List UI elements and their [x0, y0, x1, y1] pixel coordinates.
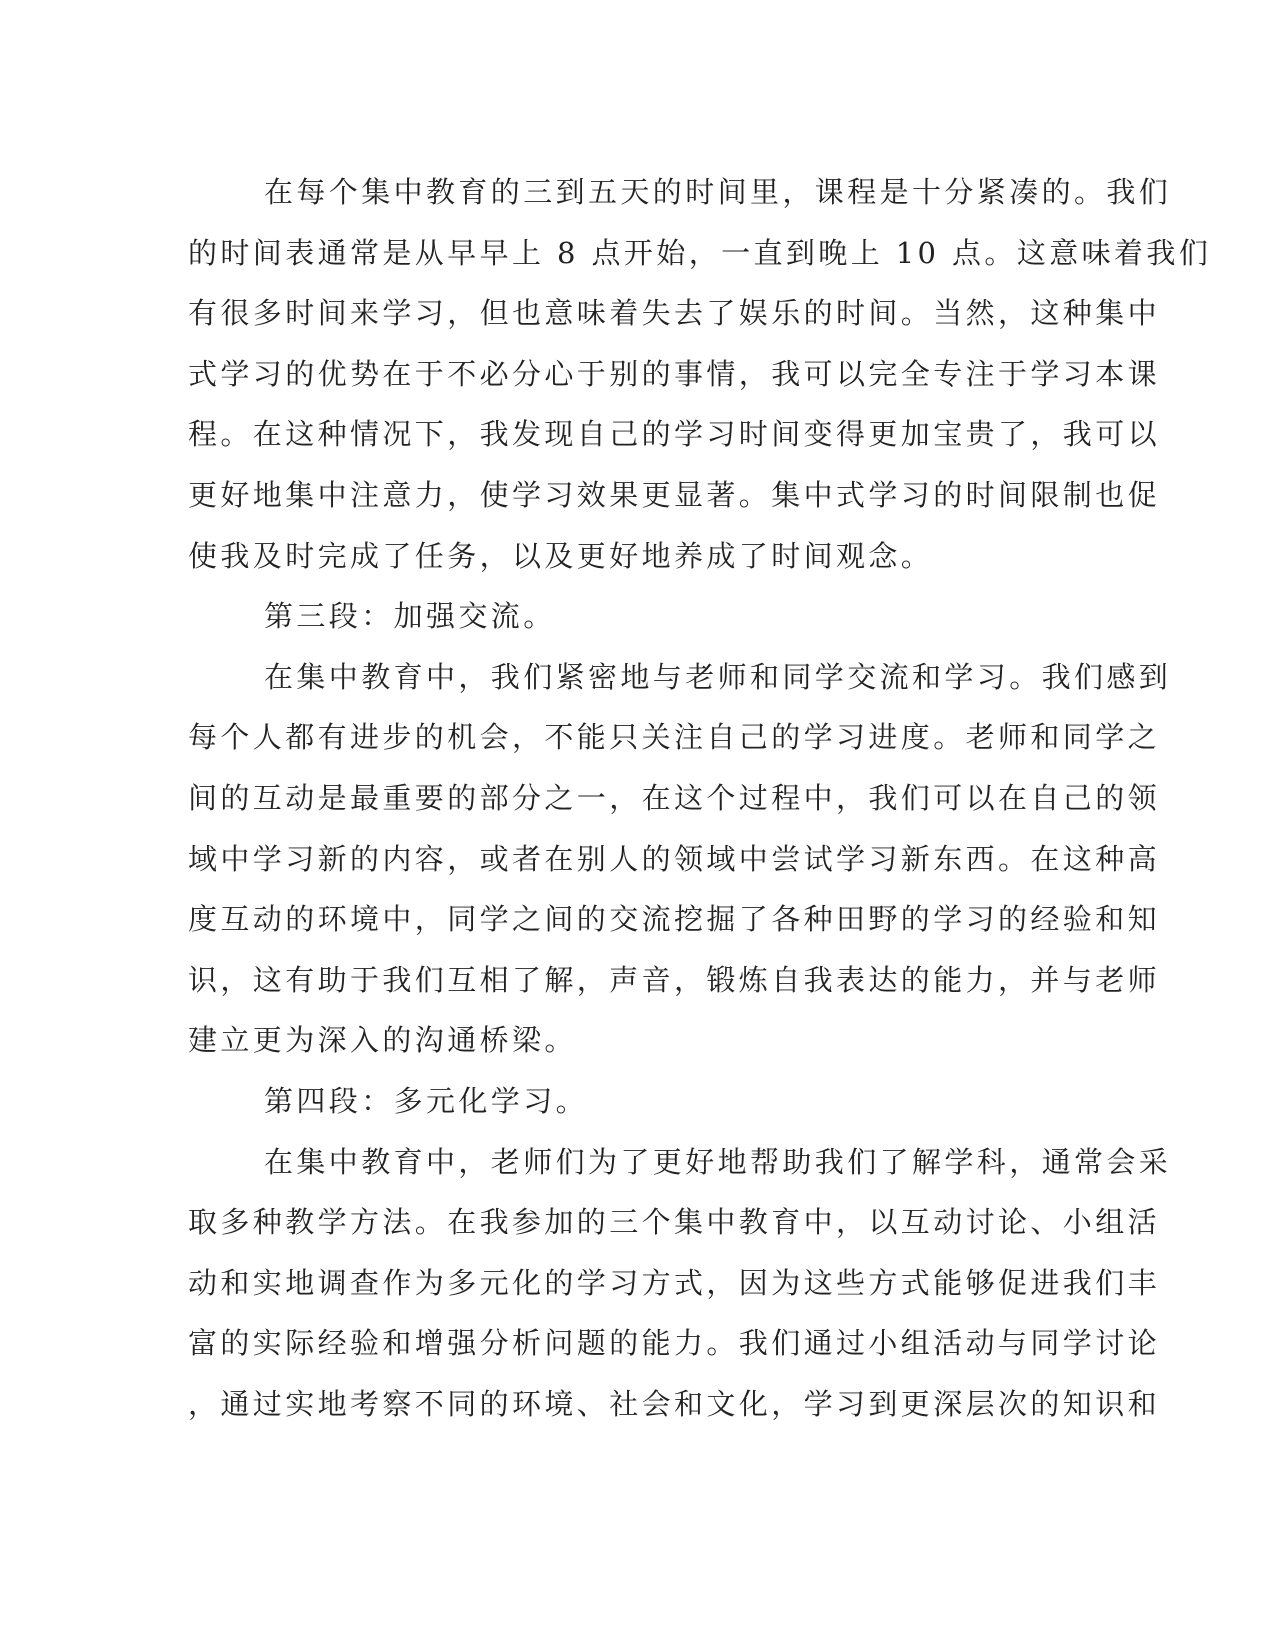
paragraph-line: 度互动的环境中，同学之间的交流挖掘了各种田野的学习的经验和知: [188, 902, 1161, 937]
paragraph-line: 使我及时完成了任务，以及更好地养成了时间观念。: [188, 538, 934, 573]
paragraph-line: 间的互动是最重要的部分之一，在这个过程中，我们可以在自己的领: [188, 780, 1161, 815]
paragraph-line: 域中学习新的内容，或者在别人的领域中尝试学习新东西。在这种高: [188, 841, 1161, 876]
paragraph-line: 在每个集中教育的三到五天的时间里，课程是十分紧凑的。我们: [264, 175, 1172, 209]
paragraph-line: 取多种教学方法。在我参加的三个集中教育中，以互动讨论、小组活: [188, 1205, 1161, 1240]
paragraph-line: 在集中教育中，老师们为了更好地帮助我们了解学科，通常会采: [264, 1144, 1172, 1179]
paragraph-line: 的时间表通常是从早早上 8 点开始，一直到晚上 10 点。这意味着我们: [188, 235, 1212, 270]
paragraph-line: 更好地集中注意力，使学习效果更显著。集中式学习的时间限制也促: [188, 477, 1161, 512]
paragraph-line: 式学习的优势在于不必分心于别的事情，我可以完全专注于学习本课: [188, 356, 1161, 391]
document-body: [188, 162, 1212, 1434]
paragraph-line: 在集中教育中，我们紧密地与老师和同学交流和学习。我们感到: [264, 659, 1172, 694]
paragraph-line: 有很多时间来学习，但也意味着失去了娱乐的时间。当然，这种集中: [188, 296, 1161, 331]
section-heading: 第四段：多元化学习。: [264, 1083, 589, 1118]
paragraph-line: ，通过实地考察不同的环境、社会和文化，学习到更深层次的知识和: [188, 1386, 1161, 1421]
paragraph-line: 富的实际经验和增强分析问题的能力。我们通过小组活动与同学讨论: [188, 1326, 1161, 1361]
paragraph-line: 动和实地调查作为多元化的学习方式，因为这些方式能够促进我们丰: [188, 1265, 1161, 1300]
section-heading: 第三段：加强交流。: [264, 599, 556, 634]
paragraph-line: 每个人都有进步的机会，不能只关注自己的学习进度。老师和同学之: [188, 720, 1161, 755]
paragraph-line: 程。在这种情况下，我发现自己的学习时间变得更加宝贵了，我可以: [188, 417, 1161, 452]
paragraph-line: 建立更为深入的沟通桥梁。: [188, 1023, 577, 1058]
paragraph-line: 识，这有助于我们互相了解，声音，锻炼自我表达的能力，并与老师: [188, 962, 1161, 997]
